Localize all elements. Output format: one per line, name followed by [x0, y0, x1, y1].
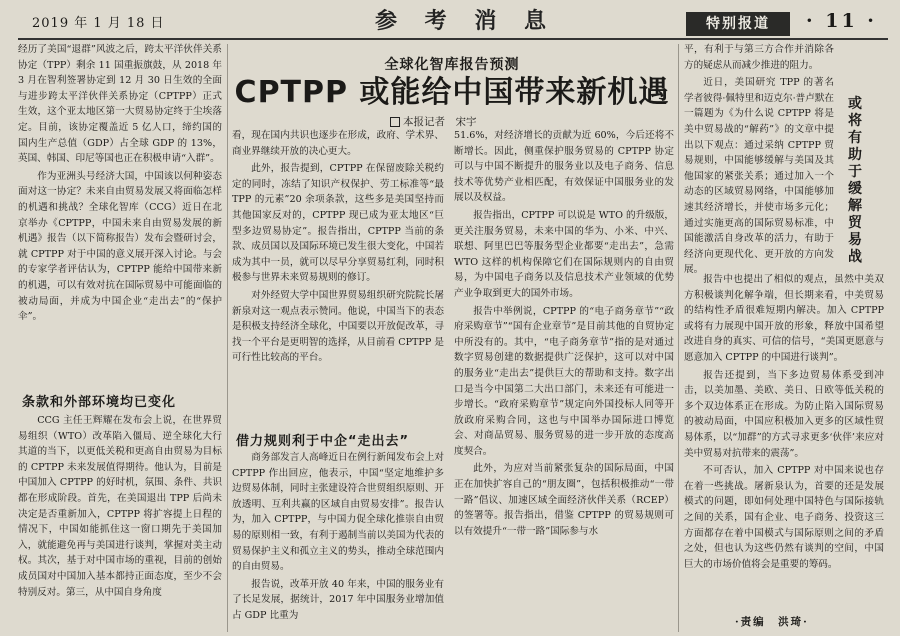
article-column-3 — [454, 128, 674, 632]
paragraph: 商务部发言人高峰近日在例行新闻发布会上对 CPTPP 作出回应，他表示，中国“坚定地维护多边贸易体制，同时主张建设符合世贸组织原则、开放透明、互利共赢的区域自由贸易安排”。报告认为，加入 CPTPP，与中国力促全球化推崇自由贸易的原则相一致，有利于遏制当前以美国为代表的贸易保护主义和孤立主义的势头，推动全球范围内的自由贸易。 — [232, 452, 444, 573]
subheading-rules: 借力规则利于中企“走出去” — [236, 434, 410, 449]
headline: CPTPP 或能给中国带来新机遇 — [234, 75, 670, 110]
page-header — [0, 0, 900, 40]
paragraph: 此外，为应对当前紧张复杂的国际局面，中国正在加快扩容自己的“朋友圈”，包括积极推动“一带一路”倡议、加速区域全面经济伙伴关系（RCEP）的签署等。报告指出，借鉴 CPTPP 的贸易规则可以有效提升“一带一路”国际参与水 — [454, 463, 674, 537]
section-badge: 特别报道 — [686, 12, 790, 36]
byline-text: 本报记者 宋宇 — [403, 116, 477, 128]
paragraph: 报告说，改革开放 40 年来，中国的服务业有了长足发展，据统计，2017 年中国服务业增加值占 GDP 比重为 — [232, 578, 444, 621]
paragraph: 看，现在国内共识也逐步在形成，政府、学术界、商业界继续开放的决心更大。 — [232, 130, 444, 157]
article-column-2 — [232, 128, 444, 418]
paragraph: 对外经贸大学中国世界贸易组织研究院院长屠新泉对这一观点表示赞同。他说，中国当下的表态是积极支持经济全球化，中国要以开放促改革，寻找一个平台是更明智的选择，从目前看 CPTPP 是可行性比较高的平台。 — [232, 289, 444, 364]
article-column-4b — [684, 272, 884, 612]
header-rule — [18, 38, 888, 40]
column-divider — [678, 44, 679, 632]
article-column-2b — [232, 450, 444, 632]
subheading-terms: 条款和外部环境均已变化 — [22, 395, 177, 410]
paragraph: 报告中举例说，CPTPP 的“电子商务章节”“政府采购章节”“国有企业章节”是目前其他的自贸协定中所没有的。其中，“电子商务章节”指的是对通过数字贸易创建的数据提供广泛保护，这可以对中国的服务业“走出去”提供巨大的帮助和支持。数字出口是当今中国第二大出口部门，未来还有可能进一步增长。“政府采购章节”规定向外国投标人同等开放政府采购合同，这也与中国举办国际进口博览会、对商品贸易、服务贸易的进一步开放的态度高度契合。 — [454, 305, 674, 457]
article-column-1 — [18, 42, 222, 392]
paragraph: 不可否认，加入 CPTPP 对中国来说也存在着一些挑战。屠新泉认为，首要的还是发展模式的问题，即如何处理中国特色与国际接轨之间的关系，国有企业、电子商务、投资这三方面都存在着中国模式与国际原则之间的矛盾之处，但也认为这些仍然有谈判的空间，中国巨大的市场价值将会是重要的筹码。 — [684, 465, 884, 570]
paragraph: 报告指出，CPTPP 可以说是 WTO 的升级版，更关注服务贸易，未来中国的华为、小米、中兴、联想、阿里巴巴等服务型企业都要“走出去”，急需 WTO 这样的机构保障它们在国际规则内的自由贸易，为中国电子商务以及信息技术产业领域的优势产业争取到更大的国外市场。 — [454, 209, 674, 299]
paragraph: 报告还提到，当下多边贸易体系受到冲击，以美加墨、美欧、美日、日欧等低关税的多个双边体系正在形成。为防止陷入国际贸易的被动局面，中国应积极加入更多的区域性贸易体系，以“加群”的方式寻求更多‘伙伴’来应对美中贸易对抗带来的震荡”。 — [684, 369, 884, 459]
paragraph: 平，有利于与第三方合作并消除各方的疑虑从而减少推进的阻力。 — [684, 44, 834, 71]
byline — [390, 114, 477, 129]
paragraph: CCG 主任王辉耀在发布会上说，在世界贸易组织（WTO）改革陷入僵局、逆全球化大行其道的当下，以更低关税和更高自由贸易为目标的 CPTPP 未来发展值得期待。他认为，目前是中国加入 CPTPP 的好时机，氛围、条件、共识都在形成阶段。首先，在美国退出 TPP 后尚未决定是否重新加入，CPTPP 将扩容提上日程的情况下，中国如能抓住这一窗口期先于美国加入，就能避免再与美国进行谈判，掌握对美主动权。其次，基于对中国市场的重视，目前的创始成员国对中国加入基本都持正面态度，至少不会特别反对。第三，从中国自身角度 — [18, 415, 222, 598]
paragraph: 作为亚洲头号经济大国，中国该以何种姿态面对这一协定？未来自由贸易发展又将面临怎样的机遇和挑战？全球化智库（CCG）近日在北京举办《CPTPP，中国未来自由贸易发展的新机遇》报告（以下简称报告）发布会暨研讨会，就 CPTPP 对于中国的意义展开深入讨论。与会的专家学者评估认为，CPTPP 能给中国带来新的机遇，可以有效对抗在国际贸易中可能面临的被动局面，并成为中国企业“走出去”的“保护伞”。 — [18, 170, 222, 323]
column-divider — [227, 44, 228, 632]
masthead: 参 考 消 息 — [375, 8, 556, 34]
side-title: 或将有助于缓解贸易战 — [848, 96, 862, 265]
page-number: · 11 · — [806, 10, 877, 32]
issue-date: 2019 年 1 月 18 日 — [32, 16, 165, 31]
paragraph: 经历了美国“退群”风波之后，跨太平洋伙伴关系协定（TPP）剩余 11 国重振旗鼓，从 2018 年 3 月在智利签署协定到 12 月 30 日生效的全面与进步跨太平洋伙伴关系协定（CPTPP）正式生效，这个亚太地区第一大贸易协定终于尘埃落定。目前，该协定覆盖近 5 亿人口，缔约国的国内生产总值（GDP）占全球 GDP 的 13%，英国、韩国、印尼等国也正在积极申请“入群”。 — [18, 44, 222, 165]
paragraph: 此外，报告提到，CPTPP 在保留废除关税约定的同时，冻结了知识产权保护、劳工标准等“最 TPP 的元素”20 余项条款，这些多是美国坚持而其他国家反对的，CPTPP 现已成为亚太地区“巨型多边贸易协定”。报告指出，CPTPP 当前的条款、成员国以及国际环境已发生很大变化，中国若成为其中一员，就可以尽早分享贸易红利，同时积极参与世界未来贸易规则的修订。 — [232, 163, 444, 284]
paragraph: 近日，美国研究 TPP 的著名学者彼得·佩特里和迈克尔·普卢默在一篇题为《为什么说 CPTPP 将是美中贸易战的“解药”》的文章中提出以下观点：通过采纳 CPTPP 贸易规则，中国能够缓解与美国及其他国家的紧张关系；通过加入一个动态的区域贸易网络，中国能够加速其经济增长，并使市场多元化；通过实施更高的国际贸易标准，中国能激活自身改革的活力，有助于经济向更现代化、更开放的方向发展。 — [684, 77, 834, 276]
paragraph: 报告中也提出了相似的观点，虽然中美双方积极谈判化解争端，但长期来看，中美贸易的结构性矛盾很难短期内解决。加入 CPTPP 或将有力展现中国开放的形象，释放中国希望改进自身的真实、可信的信号，“美国更愿意与愿意加入 CPTPP 的中国进行谈判”。 — [684, 274, 884, 363]
paragraph: 51.6%，对经济增长的贡献为近 60%，今后还将不断增长。因此，侧重保护服务贸易的 CPTPP 协定可以与中国不断提升的服务业以及电子商务、信息技术等优势产业相匹配，有效保证中国服务业的发展以及权益。 — [454, 130, 674, 204]
editor-credit: ·责编 洪琦· — [735, 616, 809, 628]
article-column-1b — [18, 413, 222, 631]
byline-box-icon — [390, 117, 400, 127]
kicker: 全球化智库报告预测 — [384, 57, 520, 73]
